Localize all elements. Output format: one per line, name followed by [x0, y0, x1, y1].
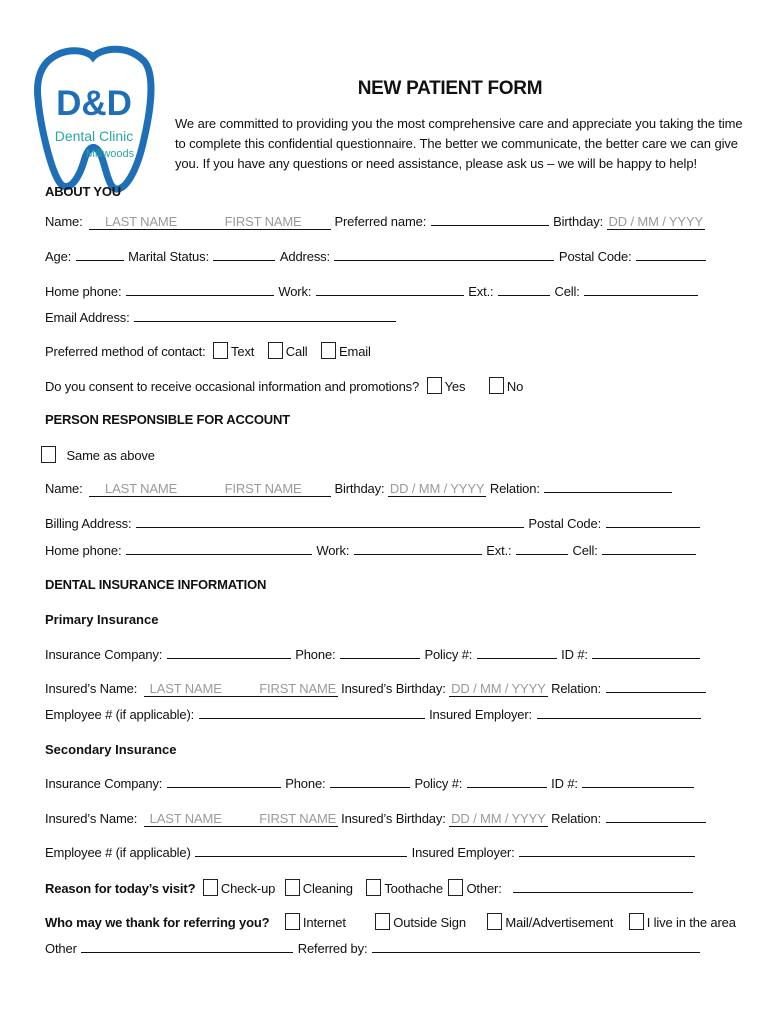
responsible-birthday-field[interactable]: [388, 482, 486, 497]
responsible-cell-field[interactable]: [602, 542, 696, 555]
billing-address-field[interactable]: [136, 515, 524, 528]
section-about-you: ABOUT YOU: [45, 184, 121, 199]
responsible-name-field[interactable]: [89, 482, 331, 497]
primary-company-label: Insurance Company:: [45, 647, 163, 662]
responsible-work-field[interactable]: [354, 542, 482, 555]
secondary-insured-name-row: [45, 810, 707, 828]
patient-name-field[interactable]: [89, 215, 331, 230]
marital-status-label: Marital Status:: [128, 249, 209, 264]
primary-phone-label: Phone:: [295, 647, 336, 662]
mail-advertisement-label: Mail/Advertisement: [505, 915, 614, 930]
responsible-relation-label: Relation:: [489, 481, 540, 496]
about-phone-row: [45, 283, 699, 301]
toothache-label: Toothache: [384, 881, 443, 896]
primary-insured-name-row: [45, 680, 707, 698]
secondary-id-label: ID #:: [551, 776, 578, 791]
birthday-placeholder: DD / MM / YYYY: [608, 214, 703, 229]
other-reason-field[interactable]: [513, 880, 693, 893]
contact-text-label: Text: [231, 344, 255, 359]
home-phone-field[interactable]: [126, 283, 274, 296]
secondary-employee-row: [45, 844, 696, 862]
billing-row: [45, 515, 701, 533]
birthday-field[interactable]: [607, 215, 705, 230]
secondary-first-name-placeholder: FIRST NAME: [259, 811, 337, 826]
ext-field[interactable]: [498, 283, 550, 296]
secondary-phone-field[interactable]: [330, 775, 410, 788]
home-phone-label: Home phone:: [45, 284, 122, 299]
age-field[interactable]: [76, 248, 124, 261]
intro-line-3: you. If you have any questions or need assistance, please ask us – we will be happy to help!: [175, 156, 697, 171]
outside-sign-checkbox[interactable]: [375, 913, 390, 930]
responsible-postal-field[interactable]: [606, 515, 700, 528]
secondary-last-name-placeholder: LAST NAME: [149, 811, 222, 826]
other-reason-label: Other:: [466, 881, 502, 896]
work-phone-field[interactable]: [316, 283, 464, 296]
contact-email-label: Email: [339, 344, 371, 359]
referred-by-label: Referred by:: [297, 941, 368, 956]
responsible-postal-label: Postal Code:: [528, 516, 602, 531]
visit-reason-row: [45, 879, 694, 897]
contact-email-checkbox[interactable]: [321, 342, 336, 359]
responsible-birthday-placeholder: DD / MM / YYYY: [389, 481, 485, 496]
cell-field[interactable]: [584, 283, 698, 296]
secondary-company-label: Insurance Company:: [45, 776, 163, 791]
referral-label: Who may we thank for referring you?: [45, 915, 270, 930]
page-title: NEW PATIENT FORM: [357, 78, 543, 99]
address-label: Address:: [279, 249, 330, 264]
cleaning-label: Cleaning: [302, 881, 353, 896]
birthday-label: Birthday:: [553, 214, 604, 229]
referred-by-field[interactable]: [372, 940, 700, 953]
secondary-phone-label: Phone:: [285, 776, 326, 791]
name-label: Name:: [45, 214, 83, 229]
responsible-last-name-placeholder: LAST NAME: [105, 481, 178, 496]
cleaning-checkbox[interactable]: [285, 879, 300, 896]
mail-advertisement-checkbox[interactable]: [487, 913, 502, 930]
contact-method-row: [45, 342, 371, 360]
same-as-above-row: [41, 446, 155, 464]
same-as-above-label: Same as above: [66, 448, 155, 463]
primary-policy-label: Policy #:: [424, 647, 473, 662]
email-field[interactable]: [134, 309, 396, 322]
marital-status-field[interactable]: [213, 248, 275, 261]
secondary-id-field[interactable]: [582, 775, 694, 788]
responsible-first-name-placeholder: FIRST NAME: [224, 481, 302, 496]
primary-insured-name-field[interactable]: [144, 682, 338, 697]
checkup-checkbox[interactable]: [203, 879, 218, 896]
cell-label: Cell:: [554, 284, 580, 299]
consent-yes-checkbox[interactable]: [427, 377, 442, 394]
responsible-home-phone-field[interactable]: [126, 542, 312, 555]
intro-paragraph: [175, 114, 743, 174]
primary-id-label: ID #:: [561, 647, 588, 662]
primary-insured-birthday-label: Insured’s Birthday:: [341, 681, 446, 696]
preferred-name-label: Preferred name:: [334, 214, 427, 229]
visit-reason-label: Reason for today’s visit?: [45, 881, 196, 896]
intro-line-1: We are committed to providing you the most comprehensive care and appreciate you taking the time: [175, 116, 743, 131]
outside-sign-label: Outside Sign: [393, 915, 466, 930]
section-person-responsible: PERSON RESPONSIBLE FOR ACCOUNT: [45, 412, 290, 427]
contact-method-label: Preferred method of contact:: [45, 344, 206, 359]
intro-line-2: to complete this confidential questionnaire. The better we communicate, the better care we can give: [175, 136, 738, 151]
secondary-insured-name-field[interactable]: [144, 812, 338, 827]
about-age-row: [45, 248, 707, 266]
clinic-logo: [28, 43, 158, 193]
postal-code-label: Postal Code:: [558, 249, 632, 264]
responsible-home-phone-label: Home phone:: [45, 543, 122, 558]
live-in-area-checkbox[interactable]: [629, 913, 644, 930]
consent-no-checkbox[interactable]: [489, 377, 504, 394]
other-referred-row: [45, 940, 701, 958]
tooth-logo-icon: [28, 43, 158, 193]
billing-address-label: Billing Address:: [45, 516, 132, 531]
preferred-name-field[interactable]: [431, 213, 549, 226]
primary-insurance-heading: Primary Insurance: [45, 612, 159, 627]
referral-row: [45, 913, 736, 931]
secondary-company-row: [45, 775, 695, 793]
other-referral-field[interactable]: [81, 940, 293, 953]
primary-first-name-placeholder: FIRST NAME: [259, 681, 337, 696]
primary-employee-row: [45, 706, 702, 724]
primary-company-field[interactable]: [167, 646, 291, 659]
postal-code-field[interactable]: [636, 248, 706, 261]
contact-call-label: Call: [285, 344, 308, 359]
secondary-company-field[interactable]: [167, 775, 281, 788]
responsible-name-row: [45, 480, 673, 498]
internet-checkbox[interactable]: [285, 913, 300, 930]
about-email-row: [45, 309, 397, 327]
primary-id-field[interactable]: [592, 646, 700, 659]
consent-yes-label: Yes: [444, 379, 466, 394]
about-name-row: [45, 213, 705, 231]
secondary-policy-label: Policy #:: [414, 776, 463, 791]
secondary-employer-field[interactable]: [519, 844, 695, 857]
secondary-insured-birthday-field[interactable]: [449, 812, 547, 827]
secondary-employee-field[interactable]: [195, 844, 407, 857]
logo-letters: D&D: [56, 84, 132, 123]
primary-employer-label: Insured Employer:: [429, 707, 533, 722]
logo-line-1: Dental Clinic: [54, 128, 134, 144]
primary-insured-name-label: Insured’s Name:: [45, 681, 138, 696]
age-label: Age:: [45, 249, 72, 264]
same-as-above-checkbox[interactable]: [41, 446, 56, 463]
secondary-policy-field[interactable]: [467, 775, 547, 788]
toothache-checkbox[interactable]: [366, 879, 381, 896]
primary-relation-label: Relation:: [551, 681, 602, 696]
secondary-employer-label: Insured Employer:: [411, 845, 515, 860]
contact-text-checkbox[interactable]: [213, 342, 228, 359]
secondary-relation-label: Relation:: [551, 811, 602, 826]
secondary-insured-name-label: Insured’s Name:: [45, 811, 138, 826]
first-name-placeholder: FIRST NAME: [224, 214, 302, 229]
primary-employee-field[interactable]: [199, 706, 425, 719]
section-dental-insurance: DENTAL INSURANCE INFORMATION: [45, 577, 267, 592]
primary-relation-field[interactable]: [606, 680, 706, 693]
work-phone-label: Work:: [278, 284, 312, 299]
responsible-cell-label: Cell:: [572, 543, 598, 558]
last-name-placeholder: LAST NAME: [105, 214, 178, 229]
primary-company-row: [45, 646, 701, 664]
secondary-insured-birthday-label: Insured’s Birthday:: [341, 811, 446, 826]
primary-insured-birthday-field[interactable]: [449, 682, 547, 697]
primary-birthday-placeholder: DD / MM / YYYY: [451, 681, 546, 696]
responsible-ext-field[interactable]: [516, 542, 568, 555]
internet-label: Internet: [302, 915, 346, 930]
contact-call-checkbox[interactable]: [268, 342, 283, 359]
secondary-insurance-heading: Secondary Insurance: [45, 742, 177, 757]
responsible-work-label: Work:: [316, 543, 350, 558]
primary-policy-field[interactable]: [477, 646, 557, 659]
other-referral-label: Other: [45, 941, 77, 956]
address-field[interactable]: [334, 248, 554, 261]
primary-employee-label: Employee # (if applicable):: [45, 707, 195, 722]
responsible-name-label: Name:: [45, 481, 83, 496]
email-label: Email Address:: [45, 310, 130, 325]
consent-row: [45, 377, 523, 395]
ext-label: Ext.:: [468, 284, 494, 299]
secondary-relation-field[interactable]: [606, 810, 706, 823]
primary-last-name-placeholder: LAST NAME: [149, 681, 222, 696]
secondary-employee-label: Employee # (if applicable): [45, 845, 191, 860]
secondary-birthday-placeholder: DD / MM / YYYY: [451, 811, 546, 826]
other-reason-checkbox[interactable]: [448, 879, 463, 896]
responsible-phone-row: [45, 542, 697, 560]
live-in-area-label: I live in the area: [646, 915, 736, 930]
consent-label: Do you consent to receive occasional information and promotions?: [45, 379, 420, 394]
consent-no-label: No: [506, 379, 524, 394]
responsible-birthday-label: Birthday:: [334, 481, 385, 496]
primary-employer-field[interactable]: [537, 706, 701, 719]
primary-phone-field[interactable]: [340, 646, 420, 659]
logo-line-2: Millwoods: [85, 148, 135, 160]
responsible-relation-field[interactable]: [544, 480, 672, 493]
responsible-ext-label: Ext.:: [486, 543, 512, 558]
checkup-label: Check-up: [220, 881, 276, 896]
